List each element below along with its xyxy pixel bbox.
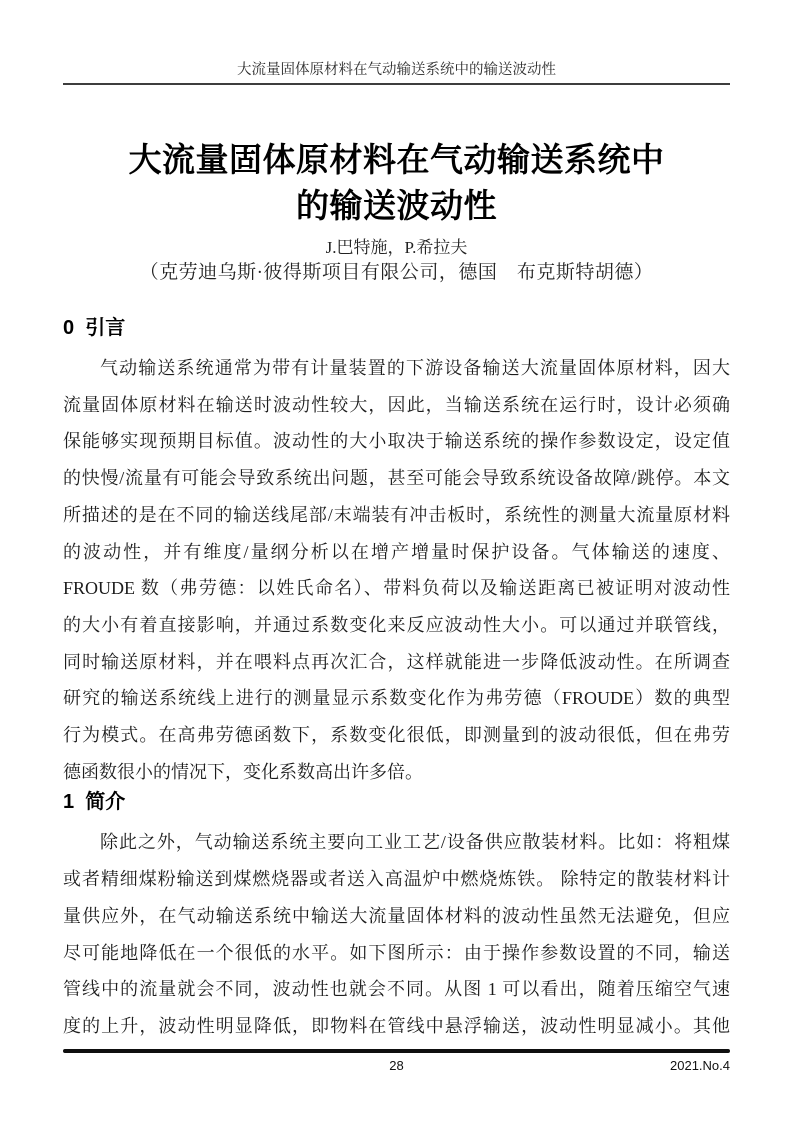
paragraph-line: 同时输送原材料，并在喂料点再次汇合，这样就能进一步降低波动性。在所调查: [63, 651, 730, 672]
section-heading: 0 引言: [63, 317, 126, 339]
paragraph-line: 除此之外，气动输送系统主要向工业工艺/设备供应散装材料。比如：将粗煤: [100, 832, 730, 853]
paragraph-line: 的快慢/流量有可能会导致系统出问题，甚至可能会导致系统设备故障/跳停。本文: [63, 468, 730, 489]
running-header-title: 大流量固体原材料在气动输送系统中的输送波动性: [237, 62, 556, 78]
paragraph-line: 所描述的是在不同的输送线尾部/末端装有冲击板时，系统性的测量大流量原材料: [63, 504, 730, 525]
document-body: [63, 137, 730, 1045]
paragraph-line: 研究的输送系统线上进行的测量显示系数变化作为弗劳德（FROUDE）数的典型: [63, 688, 730, 709]
paragraph-line: 行为模式。在高弗劳德函数下，系数变化很低，即测量到的波动很低，但在弗劳: [63, 725, 730, 746]
issue-label: 2021.No.4: [670, 1057, 730, 1073]
paragraph-line: 或者精细煤粉输送到煤燃烧器或者送入高温炉中燃烧炼铁。 除特定的散装材料计: [63, 869, 730, 890]
section-heading: 1 简介: [63, 791, 126, 814]
header-rule: [63, 83, 730, 85]
document-title-line2: 的输送波动性: [296, 187, 497, 224]
paragraph: [63, 350, 730, 790]
paragraph-line: 德函数很小的情况下，变化系数高出许多倍。: [63, 761, 423, 782]
page-content: [63, 0, 730, 1077]
document-title: [63, 137, 730, 229]
paragraph-line: 管线中的流量就会不同，波动性也就会不同。从图 1 可以看出，随着压缩空气速: [63, 979, 730, 1000]
footer-row: [63, 1057, 730, 1077]
paragraph: [63, 824, 730, 1044]
page-number: 28: [389, 1057, 404, 1073]
paragraph-line: 的大小有着直接影响，并通过系数变化来反应波动性大小。可以通过并联管线，: [63, 614, 730, 635]
document-title-line1: 大流量固体原材料在气动输送系统中: [128, 141, 665, 178]
paragraph-line: 的波动性，并有维度/量纲分析以在增产增量时保护设备。气体输送的速度、: [63, 541, 730, 562]
authors-line: J.巴特施，P.希拉夫: [325, 238, 468, 257]
paragraph-line: 气动输送系统通常为带有计量装置的下游设备输送大流量固体原材料，因大: [100, 358, 730, 378]
paragraph-line: 保能够实现预期目标值。波动性的大小取决于输送系统的操作参数设定，设定值: [63, 431, 730, 452]
footer-rule: [63, 1049, 730, 1053]
affiliation-line: （克劳迪乌斯·彼得斯项目有限公司，德国 布克斯特胡德）: [139, 262, 654, 283]
paragraph-line: 流量固体原材料在输送时波动性较大，因此，当输送系统在运行时，设计必须确: [63, 394, 730, 415]
paragraph-line: 尽可能地降低在一个很低的水平。如下图所示：由于操作参数设置的不同，输送: [63, 942, 730, 963]
paragraph-line: FROUDE 数（弗劳德：以姓氏命名）、带料负荷以及输送距离已被证明对波动性: [63, 578, 730, 599]
sections-container: [63, 316, 730, 1045]
paragraph-line: 量供应外，在气动输送系统中输送大流量固体材料的波动性虽然无法避免，但应: [63, 905, 730, 926]
paragraph-line: 度的上升，波动性明显降低，即物料在管线中悬浮输送，波动性明显减小。其他: [63, 1015, 730, 1036]
page-footer: [63, 1049, 730, 1077]
page-header: [63, 0, 730, 85]
